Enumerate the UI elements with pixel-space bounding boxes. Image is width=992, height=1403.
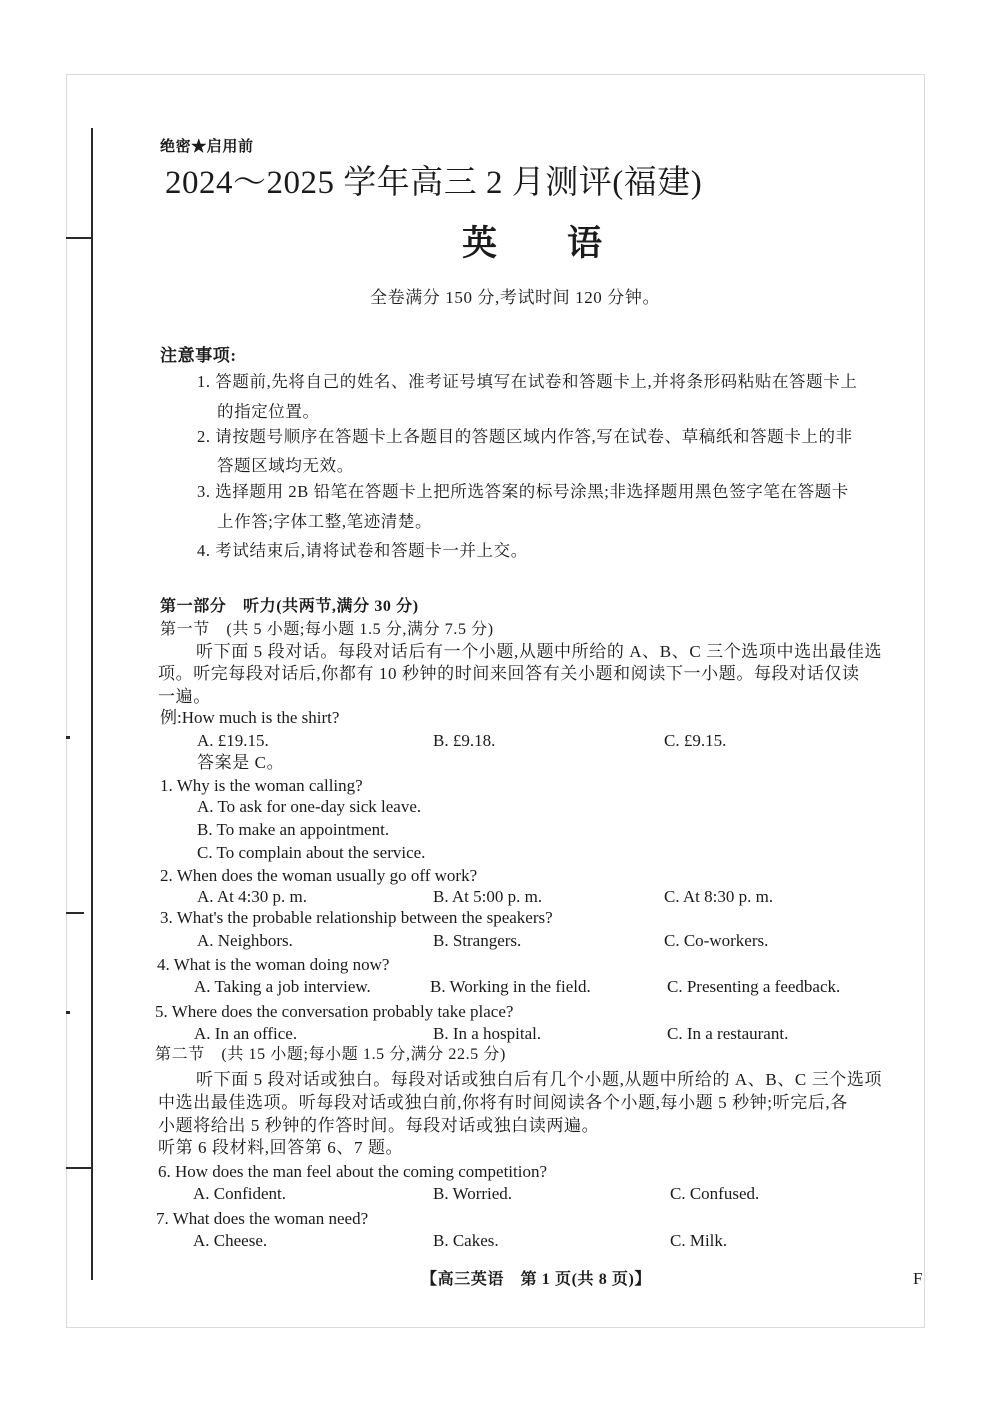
notice-item-2-line: 答题区域均无效。 [217,456,354,475]
notice-item-3-line: 3. 选择题用 2B 铅笔在答题卡上把所选答案的标号涂黑;非选择题用黑色签字笔在答题卡 [197,482,849,501]
margin-tick-mark [66,1011,70,1014]
notice-item-2-line: 2. 请按题号顺序在答题卡上各题目的答题区域内作答,写在试卷、草稿纸和答题卡上的非 [197,427,853,446]
example-question: 例:How much is the shirt? [160,708,340,727]
question-5-option-a: A. In an office. [194,1024,298,1043]
question-2-option-b: B. At 5:00 p. m. [433,887,543,906]
example-option-b: B. £9.18. [433,731,496,750]
part1-heading: 第一部分 听力(共两节,满分 30 分) [160,598,419,615]
subject-title: 英 语 [462,224,603,263]
example-option-c: C. £9.15. [664,731,727,750]
question-7-option-c: C. Milk. [670,1231,728,1250]
question-3-option-c: C. Co-workers. [664,931,769,950]
notice-item-4-line: 4. 考试结束后,请将试卷和答题卡一并上交。 [197,541,528,560]
margin-tick-mark [66,912,84,914]
version-mark: F [913,1269,923,1288]
question-1-option-b: B. To make an appointment. [197,820,390,839]
question-5-option-c: C. In a restaurant. [667,1024,789,1043]
question-6-option-a: A. Confident. [193,1184,287,1203]
margin-tick-mark [66,736,70,739]
section1-heading: 第一节 (共 5 小题;每小题 1.5 分,满分 7.5 分) [160,621,494,638]
example-option-a: A. £19.15. [197,731,269,750]
question-5-stem: 5. Where does the conversation probably take place? [155,1002,514,1021]
question-3-stem: 3. What's the probable relationship between the speakers? [160,908,553,927]
question-4-option-a: A. Taking a job interview. [194,977,371,996]
question-4-option-b: B. Working in the field. [430,977,591,996]
notice-item-1-line: 的指定位置。 [217,402,320,421]
section1-instruction-line: 听下面 5 段对话。每段对话后有一个小题,从题中所给的 A、B、C 三个选项中选出最佳选 [196,642,883,661]
question-4-option-c: C. Presenting a feedback. [667,977,841,996]
exam-title: 2024～2025 学年高三 2 月测评(福建) [165,165,703,201]
question-7-option-a: A. Cheese. [193,1231,268,1250]
question-6-stem: 6. How does the man feel about the coming competition? [158,1162,548,1181]
page-footer-label: 【高三英语 第 1 页(共 8 页)】 [421,1271,652,1288]
question-6-option-c: C. Confused. [670,1184,760,1203]
margin-tick-mark [66,1167,92,1169]
material-prompt: 听第 6 段材料,回答第 6、7 题。 [158,1138,404,1157]
section2-instruction-line: 中选出最佳选项。听每段对话或独白前,你将有时间阅读各个小题,每小题 5 秒钟;听完后,各 [158,1093,848,1112]
section2-heading: 第二节 (共 15 小题;每小题 1.5 分,满分 22.5 分) [155,1046,506,1063]
binding-margin-line [91,128,93,1280]
question-3-option-a: A. Neighbors. [197,931,293,950]
example-answer: 答案是 C。 [197,753,285,772]
section2-instruction-line: 听下面 5 段对话或独白。每段对话或独白后有几个小题,从题中所给的 A、B、C 三个选项 [196,1070,883,1089]
question-2-stem: 2. When does the woman usually go off work? [160,866,478,885]
question-1-option-c: C. To complain about the service. [197,843,426,862]
section1-instruction-line: 一遍。 [158,687,211,706]
notice-heading: 注意事项: [160,346,237,365]
question-4-stem: 4. What is the woman doing now? [157,955,390,974]
section2-instruction-line: 小题将给出 5 秒钟的作答时间。每段对话或独白读两遍。 [158,1116,600,1135]
question-7-stem: 7. What does the woman need? [156,1209,369,1228]
confidential-label: 绝密★启用前 [160,139,254,155]
notice-item-3-line: 上作答;字体工整,笔迹清楚。 [217,512,433,531]
question-2-option-a: A. At 4:30 p. m. [197,887,308,906]
question-1-option-a: A. To ask for one-day sick leave. [197,797,422,816]
question-5-option-b: B. In a hospital. [433,1024,542,1043]
question-3-option-b: B. Strangers. [433,931,522,950]
notice-item-1-line: 1. 答题前,先将自己的姓名、准考证号填写在试卷和答题卡上,并将条形码粘贴在答题卡上 [197,372,858,391]
margin-tick-mark [66,237,92,239]
section1-instruction-line: 项。听完每段对话后,你都有 10 秒钟的时间来回答有关小题和阅读下一小题。每段对话仅读 [158,664,860,683]
question-1-stem: 1. Why is the woman calling? [160,776,363,795]
question-2-option-c: C. At 8:30 p. m. [664,887,774,906]
score-time-info: 全卷满分 150 分,考试时间 120 分钟。 [370,288,661,307]
question-6-option-b: B. Worried. [433,1184,513,1203]
question-7-option-b: B. Cakes. [433,1231,499,1250]
